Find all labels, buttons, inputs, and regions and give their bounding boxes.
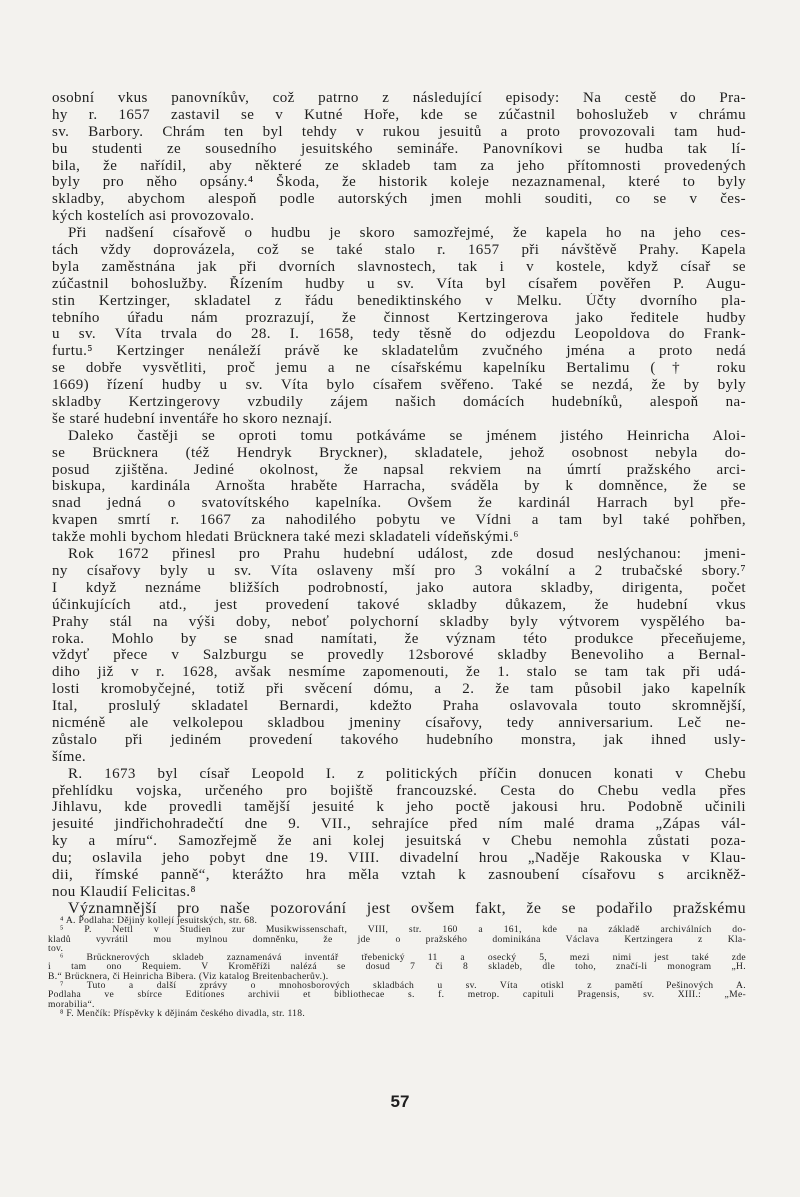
text-line: přehlídku vojska, určeného pro bojiště francouzské. Cesta do Chebu vedla přes [52,782,746,799]
text-line: biskupa, kardinála Arnošta hraběte Harracha, sváděla by k domněnce, že se [52,478,746,495]
text-line: roka. Mohlo by se snad namítati, že význam této produkce přeceňujeme, [52,630,746,647]
text-line: hy r. 1657 zastavil se v Kutné Hoře, kde se zúčastnil bohoslužeb v chrámu [52,106,746,123]
text-line: posud zjištěna. Jediné okolnost, že napsal rekviem na úmrtí pražského arci- [52,461,746,478]
text-line: zůstalo při jediném provedení takového hudebního monstra, jak ihned usly- [52,731,746,748]
text-line: Rok 1672 přinesl pro Prahu hudební událost, zde dosud neslýchanou: jmeni- [68,546,746,563]
text-line: u sv. Víta trvala do 28. I. 1658, tedy těsně do odjezdu Leopoldova do Frank- [52,326,746,343]
text-line: Při nadšení císařově o hudbu je skoro samozřejmé, že kapela ho na jeho ces- [68,225,746,242]
footnote-line: morabilia“. [48,999,95,1009]
footnote-line: ⁴ A. Podlaha: Dějiny kollejí jesuitských, str. 68. [60,916,258,926]
text-line: I když neznáme bližších podrobností, jako autora skladby, dirigenta, počet [52,579,746,596]
text-line: Prahy stál na výši doby, neboť polychorní skladby byly výtvorem vyspělého ba- [52,613,746,630]
text-line: Jihlavu, kde provedli tamější jesuité k jeho poctě jakousi hru. Podobně učinili [52,799,746,816]
text-line: se Brücknera (též Hendryk Bryckner), skladatele, jehož osobnost nebyla do- [52,444,746,461]
text-line: furtu.⁵ Kertzinger nenáleží právě ke skladatelům zvučného jména a proto nedá [52,343,746,360]
text-line: jesuité jindřichohradečtí dne 9. VII., sehrajíce před ním malé drama „Zápas vál- [52,816,746,833]
text-line: kých kostelích asi provozovalo. [52,208,255,225]
text-line: ky a míru“. Samozřejmě že ani kolej jesuitská v Chebu nemohla zůstati poza- [52,833,746,850]
text-line: skladby Kertzingerovy vzbudily zájem našich domácích hudebníků, alespoň na- [52,394,746,411]
text-line: Významnější pro naše pozorování jest ovšem fakt, že se podařilo pražskému [68,900,746,917]
text-line: bu studenti ze sousedního jesuitského semináře. Panovníkovi se hudba tak lí- [52,140,746,157]
footnote-line: ⁵ P. Nettl v Studien zur Musikwissenschaft, VIII, str. 160 a 161, kde na základě archiválních do- [60,925,746,935]
text-line: R. 1673 byl císař Leopold I. z politických příčin donucen konati v Chebu [68,765,746,782]
footnote-line: tov. [48,943,64,954]
text-line: kvapen smrtí r. 1667 za nahodilého pobytu ve Vídni a tam byl také pohřben, [52,512,746,529]
text-line: skladby, abychom alespoň podle autorských jmen mohli souditi, co se v čes- [52,191,746,208]
text-line: še staré hudební inventáře ho skoro neznají. [52,410,333,427]
text-line: takže mohli bychom hledati Brücknera také mezi skladateli vídeňskými.⁶ [52,529,519,546]
text-line: se dobře vysvětliti, proč jemu a ne císařskému kapelníku Bertalimu († roku [52,360,746,377]
text-line: snad jedná o svatovítského kapelníka. Ovšem že kardinál Harrach byl pře- [52,495,746,512]
text-line: 1669) řízení hudby u sv. Víta bylo císařem svěřeno. Také se nezdá, že by byly [52,377,746,394]
text-line: bila, že nařídil, aby některé ze skladeb tam za jeho přítomnosti provedených [52,157,746,174]
footnotes [48,916,746,1018]
text-line: du; oslavila jeho pobyt dne 19. VIII. divadelní hrou „Naděje Rakouska v Klau- [52,850,746,867]
text-line: osobní vkus panovníkův, což patrno z následující episody: Na cestě do Pra- [52,90,746,106]
text-line: tách vždy doprovázela, což se také stalo r. 1657 při návštěvě Prahy. Kapela [52,242,746,259]
text-line: Daleko častěji se oproti tomu potkáváme se jménem jistého Heinricha Aloi- [68,427,746,444]
text-line: byla zaměstnána jak při dvorních slavnostech, tak i v kostele, když císař se [52,258,746,275]
text-line: sv. Barbory. Chrám ten byl tehdy v rukou jesuitů a proto provozovali tam hud- [52,123,746,140]
footnote-line: kladů vyvrátil mou mylnou domněnku, že jde o pražského dominikána Václava Kertzingera z Kla- [48,934,746,944]
text-line: ny císařovy byly u sv. Víta oslaveny mší pro 3 vokální a 2 trubačské sbory.⁷ [52,562,746,579]
text-line: vždyť přece v Salzburgu se provedly 12sborové skladby Benevoliho a Bernal- [52,647,746,664]
text-line: losti kromobyčejné, totiž při svěcení dómu, a 2. že tam působil jako kapelník [52,681,746,698]
page-number: 57 [390,1092,410,1111]
text-line: účinkujících atd., jest provedení takové skladby důkazem, že hudební vkus [52,596,746,613]
text-line: stin Kertzinger, skladatel z řádu benediktinského v Melku. Účty dvorního pla- [52,292,746,309]
text-line: šíme. [52,748,87,765]
body-text [52,90,746,918]
footnote-line: B.“ Brücknera, či Heinricha Bibera. (Viz katalog Breitenbacherův.). [48,971,329,982]
footnote-line: ⁶ Brücknerových skladeb zaznamenává inventář třebenický 11 a osecký 5, mezi nimi jest také zde [60,953,746,963]
text-line: dii, římské panně“, kterážto hra měla vztah k zasnoubení císařovu s arcikněž- [52,866,746,883]
footnote-line: ⁷ Tuto a další zprávy o mnohosborových skladbách u sv. Víta otiskl z pamětí Pešinových A. [60,981,746,991]
text-line: Ital, proslulý skladatel Bernardi, kdežto Praha oslavovala touto skromnější, [52,698,746,715]
text-line: zúčastnil bohoslužby. Řízením hudby u sv. Víta byl císařem pověřen P. Augu- [52,275,746,292]
footnote-line: Podlaha ve sbírce Editiones archivii et bibliothecae s. f. metrop. capituli Pragensis, sv. XIII.: „Me- [48,990,746,1000]
footnote-line: ⁸ F. Menčík: Příspěvky k dějinám českého divadla, str. 118. [60,1008,306,1019]
text-line: byly pro něho opsány.⁴ Škoda, že historik koleje nezaznamenal, které to byly [52,174,746,191]
text-line: nou Klaudií Felicitas.⁸ [52,883,196,900]
text-line: diho již v r. 1628, avšak nesmíme zapomenouti, že 1. stalo se tam tak při udá- [52,664,746,681]
text-line: nicméně ale velkolepou skladbou jmeniny císařovy, tedy anniversarium. Leč ne- [52,714,746,731]
text-line: tebního úřadu nám prozrazují, že činnost Kertzingerova jako ředitele hudby [52,309,746,326]
footnote-line: i tam ono Requiem. V Kroměříži nalézá se dosud 7 či 8 skladeb, dle toho, značí-li monogram „H. [48,962,746,972]
